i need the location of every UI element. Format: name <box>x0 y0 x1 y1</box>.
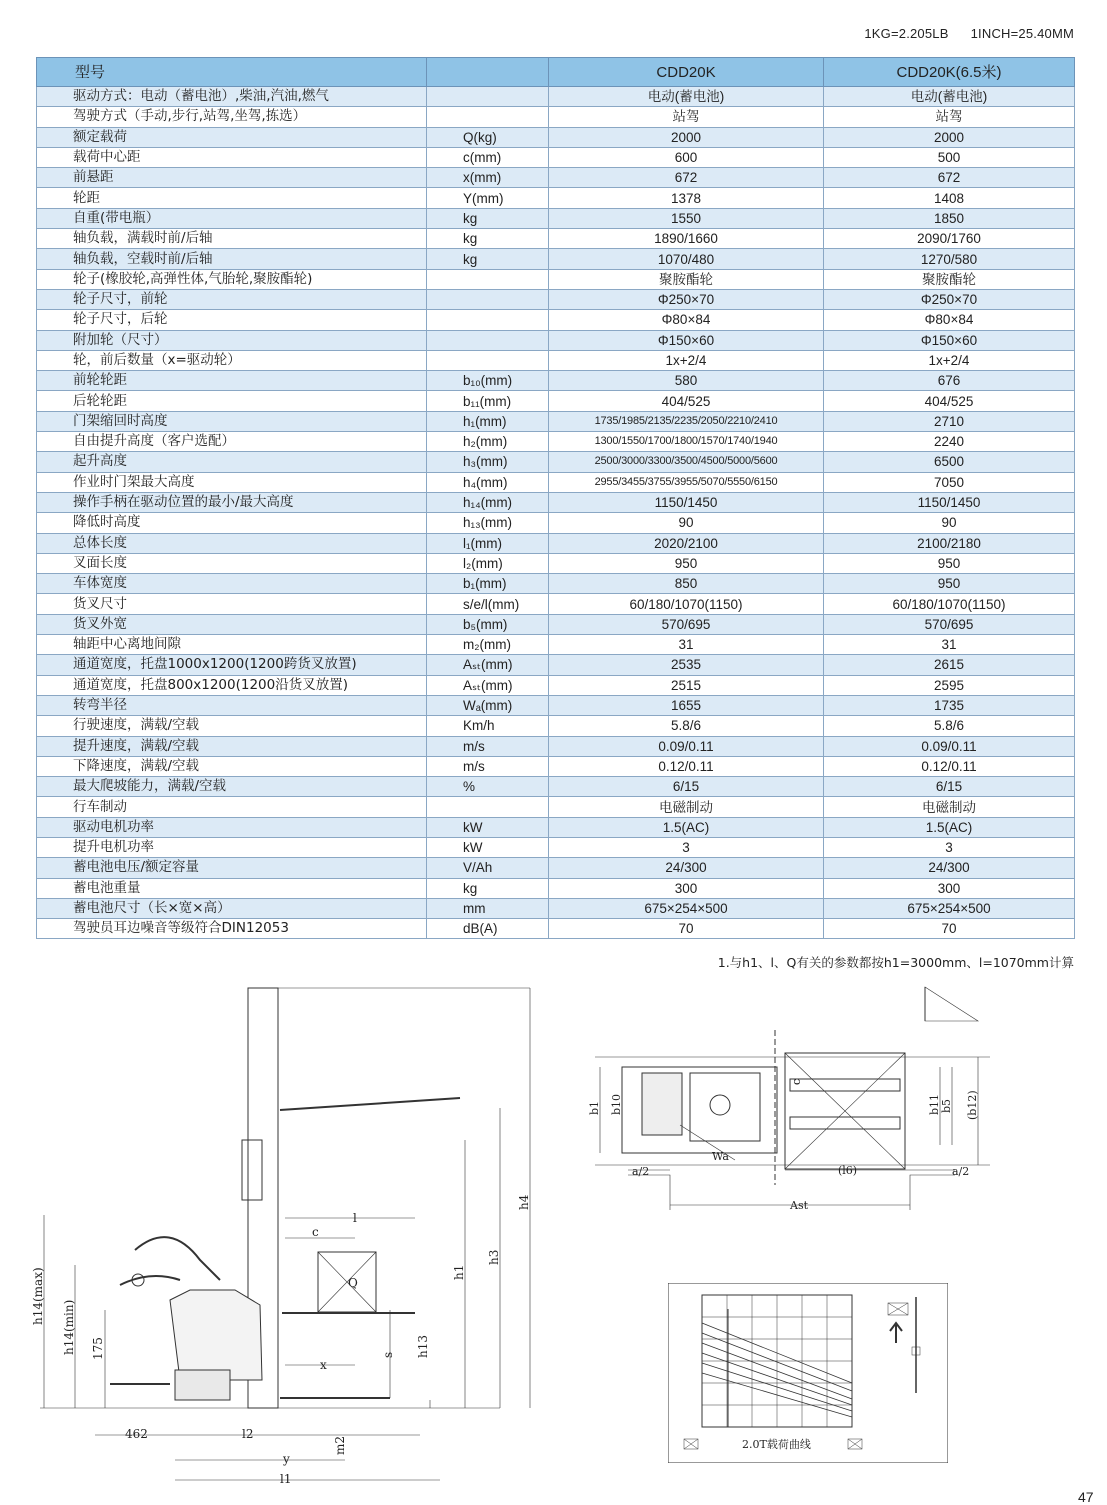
spec-value-cdd20k-65: 2595 <box>824 675 1075 695</box>
spec-value-cdd20k-65: Φ80×84 <box>824 310 1075 330</box>
label-l: l <box>353 1211 357 1225</box>
spec-value-cdd20k: 300 <box>549 878 824 898</box>
spec-unit: kW <box>427 817 549 837</box>
table-row <box>37 310 1075 330</box>
table-row <box>37 695 1075 715</box>
table-row <box>37 208 1075 228</box>
spec-value-cdd20k-65: 3 <box>824 837 1075 857</box>
label-h14-max: h14(max) <box>31 1267 45 1325</box>
spec-value-cdd20k: 2020/2100 <box>549 533 824 553</box>
spec-param: 起升高度 <box>37 452 427 472</box>
spec-value-cdd20k-65: 675×254×500 <box>824 898 1075 918</box>
spec-param: 提升电机功率 <box>37 837 427 857</box>
spec-value-cdd20k: 404/525 <box>549 391 824 411</box>
spec-value-cdd20k: 1.5(AC) <box>549 817 824 837</box>
table-row <box>37 371 1075 391</box>
table-row <box>37 878 1075 898</box>
spec-value-cdd20k-65: 500 <box>824 147 1075 167</box>
spec-value-cdd20k-65: 300 <box>824 878 1075 898</box>
label-175: 175 <box>91 1337 105 1360</box>
spec-value-cdd20k: 850 <box>549 574 824 594</box>
label-h3: h3 <box>487 1249 501 1265</box>
spec-unit <box>427 330 549 350</box>
spec-value-cdd20k: 90 <box>549 513 824 533</box>
spec-value-cdd20k: 5.8/6 <box>549 716 824 736</box>
top-view-drawing <box>580 975 1000 1215</box>
spec-unit: s/e/l(mm) <box>427 594 549 614</box>
spec-param: 自重(带电瓶） <box>37 208 427 228</box>
spec-param: 下降速度，满载/空载 <box>37 756 427 776</box>
spec-value-cdd20k: 1x+2/4 <box>549 350 824 370</box>
spec-param: 作业时门架最大高度 <box>37 472 427 492</box>
table-row <box>37 614 1075 634</box>
header-unit <box>427 58 549 87</box>
spec-param: 载荷中心距 <box>37 147 427 167</box>
table-row <box>37 87 1075 107</box>
spec-value-cdd20k: 2500/3000/3300/3500/4500/5000/5600 <box>549 452 824 472</box>
spec-unit <box>427 310 549 330</box>
spec-unit <box>427 87 549 107</box>
unit-conversion-note <box>700 26 1074 41</box>
spec-unit: kg <box>427 229 549 249</box>
spec-value-cdd20k: 1550 <box>549 208 824 228</box>
label-l6: (l6) <box>838 1164 858 1177</box>
spec-param: 驾驶方式（手动,步行,站驾,坐驾,拣选） <box>37 107 427 127</box>
spec-unit: h₂(mm) <box>427 432 549 452</box>
spec-value-cdd20k-65: 2100/2180 <box>824 533 1075 553</box>
spec-param: 驾驶员耳边噪音等级符合DIN12053 <box>37 919 427 939</box>
spec-value-cdd20k-65: 31 <box>824 635 1075 655</box>
spec-unit: Aₛₜ(mm) <box>427 655 549 675</box>
table-row <box>37 736 1075 756</box>
spec-param: 轮子尺寸，后轮 <box>37 310 427 330</box>
spec-value-cdd20k-65: 570/695 <box>824 614 1075 634</box>
spec-value-cdd20k-65: 2240 <box>824 432 1075 452</box>
table-row <box>37 330 1075 350</box>
spec-value-cdd20k-65: 电动(蓄电池) <box>824 87 1075 107</box>
spec-param: 通道宽度，托盘1000x1200(1200跨货叉放置) <box>37 655 427 675</box>
spec-value-cdd20k-65: 5.8/6 <box>824 716 1075 736</box>
spec-param: 操作手柄在驱动位置的最小/最大高度 <box>37 492 427 512</box>
spec-unit <box>427 107 549 127</box>
spec-value-cdd20k-65: 0.12/0.11 <box>824 756 1075 776</box>
spec-unit: V/Ah <box>427 858 549 878</box>
spec-value-cdd20k: 电磁制动 <box>549 797 824 817</box>
spec-value-cdd20k-65: 404/525 <box>824 391 1075 411</box>
spec-value-cdd20k: 0.12/0.11 <box>549 756 824 776</box>
spec-unit: m/s <box>427 756 549 776</box>
spec-unit: b₁(mm) <box>427 574 549 594</box>
spec-value-cdd20k-65: 90 <box>824 513 1075 533</box>
spec-param: 货叉尺寸 <box>37 594 427 614</box>
spec-value-cdd20k: 1655 <box>549 695 824 715</box>
spec-value-cdd20k: 2515 <box>549 675 824 695</box>
spec-value-cdd20k-65: 0.09/0.11 <box>824 736 1075 756</box>
spec-unit: l₂(mm) <box>427 553 549 573</box>
header-cdd20k-65: CDD20K(6.5米) <box>824 58 1075 87</box>
table-row <box>37 553 1075 573</box>
header-model: 型号 <box>37 58 427 87</box>
table-row <box>37 756 1075 776</box>
label-c-top: c <box>790 1078 803 1085</box>
table-row <box>37 655 1075 675</box>
spec-value-cdd20k-65: 2710 <box>824 411 1075 431</box>
spec-value-cdd20k-65: Φ150×60 <box>824 330 1075 350</box>
footnote: 1.与h1、l、Q有关的参数都按h1=3000mm、l=1070mm计算 <box>717 955 1074 970</box>
table-row <box>37 594 1075 614</box>
spec-unit: Wₐ(mm) <box>427 695 549 715</box>
spec-unit: Aₛₜ(mm) <box>427 675 549 695</box>
spec-param: 提升速度，满载/空载 <box>37 736 427 756</box>
table-row <box>37 533 1075 553</box>
table-row <box>37 432 1075 452</box>
label-s: s <box>381 1351 395 1358</box>
table-row <box>37 635 1075 655</box>
spec-param: 行车制动 <box>37 797 427 817</box>
label-h4: h4 <box>517 1194 531 1210</box>
label-462: 462 <box>125 1427 148 1441</box>
spec-unit: m₂(mm) <box>427 635 549 655</box>
spec-unit: h₁(mm) <box>427 411 549 431</box>
spec-value-cdd20k: 1890/1660 <box>549 229 824 249</box>
spec-unit: kW <box>427 837 549 857</box>
spec-param: 轮距 <box>37 188 427 208</box>
label-h13: h13 <box>416 1335 430 1358</box>
table-row <box>37 492 1075 512</box>
spec-value-cdd20k: 聚胺酯轮 <box>549 269 824 289</box>
spec-param: 蓄电池电压/额定容量 <box>37 858 427 878</box>
spec-value-cdd20k-65: 2615 <box>824 655 1075 675</box>
label-y: y <box>283 1452 290 1466</box>
label-h1: h1 <box>452 1264 466 1280</box>
spec-value-cdd20k: 1150/1450 <box>549 492 824 512</box>
unit-kg-lb: 1KG=2.205LB <box>864 26 949 41</box>
spec-unit: c(mm) <box>427 147 549 167</box>
header-cdd20k: CDD20K <box>549 58 824 87</box>
spec-value-cdd20k-65: 1850 <box>824 208 1075 228</box>
label-h14-min: h14(min) <box>62 1299 76 1355</box>
spec-value-cdd20k: 1735/1985/2135/2235/2050/2210/2410 <box>549 411 824 431</box>
load-curve-caption: 2.0T载荷曲线 <box>742 1438 811 1451</box>
table-row <box>37 837 1075 857</box>
label-l1: l1 <box>280 1472 292 1486</box>
spec-value-cdd20k: 3 <box>549 837 824 857</box>
spec-value-cdd20k-65: 6500 <box>824 452 1075 472</box>
spec-param: 蓄电池重量 <box>37 878 427 898</box>
spec-param: 轮，前后数量（x=驱动轮） <box>37 350 427 370</box>
table-row <box>37 716 1075 736</box>
spec-value-cdd20k: 672 <box>549 168 824 188</box>
spec-unit: l₁(mm) <box>427 533 549 553</box>
spec-param: 轴负载，空载时前/后轴 <box>37 249 427 269</box>
spec-unit: h₁₃(mm) <box>427 513 549 533</box>
spec-param: 轮子(橡胶轮,高弹性体,气胎轮,聚胺酯轮) <box>37 269 427 289</box>
spec-unit: Q(kg) <box>427 127 549 147</box>
table-row <box>37 269 1075 289</box>
spec-value-cdd20k: 2535 <box>549 655 824 675</box>
spec-value-cdd20k: Φ150×60 <box>549 330 824 350</box>
spec-value-cdd20k: 6/15 <box>549 777 824 797</box>
spec-unit: h₃(mm) <box>427 452 549 472</box>
label-m2: m2 <box>333 1435 347 1455</box>
spec-value-cdd20k: 31 <box>549 635 824 655</box>
spec-param: 车体宽度 <box>37 574 427 594</box>
spec-value-cdd20k: 570/695 <box>549 614 824 634</box>
table-row <box>37 817 1075 837</box>
spec-value-cdd20k-65: 950 <box>824 574 1075 594</box>
spec-value-cdd20k: 1300/1550/1700/1800/1570/1740/1940 <box>549 432 824 452</box>
page-number: 47 <box>1078 1489 1094 1505</box>
spec-unit: kg <box>427 208 549 228</box>
table-row <box>37 127 1075 147</box>
table-row <box>37 574 1075 594</box>
spec-value-cdd20k: 0.09/0.11 <box>549 736 824 756</box>
label-q: Q <box>348 1276 358 1290</box>
spec-unit: kg <box>427 878 549 898</box>
spec-unit: dB(A) <box>427 919 549 939</box>
spec-unit: b₁₁(mm) <box>427 391 549 411</box>
label-a2-left: a/2 <box>632 1165 650 1178</box>
table-row <box>37 452 1075 472</box>
spec-value-cdd20k-65: 1150/1450 <box>824 492 1075 512</box>
side-view-drawing <box>30 980 550 1490</box>
spec-param: 自由提升高度（客户选配） <box>37 432 427 452</box>
spec-value-cdd20k-65: 1735 <box>824 695 1075 715</box>
spec-param: 后轮轮距 <box>37 391 427 411</box>
spec-unit: h₄(mm) <box>427 472 549 492</box>
spec-value-cdd20k-65: 24/300 <box>824 858 1075 878</box>
spec-value-cdd20k: 580 <box>549 371 824 391</box>
label-c: c <box>312 1225 319 1239</box>
spec-value-cdd20k-65: 950 <box>824 553 1075 573</box>
table-row <box>37 797 1075 817</box>
spec-unit <box>427 269 549 289</box>
spec-param: 叉面长度 <box>37 553 427 573</box>
spec-param: 额定载荷 <box>37 127 427 147</box>
label-ast: Ast <box>790 1199 809 1212</box>
spec-param: 转弯半径 <box>37 695 427 715</box>
spec-param: 行驶速度，满载/空载 <box>37 716 427 736</box>
spec-unit <box>427 350 549 370</box>
spec-value-cdd20k: 2955/3455/3755/3955/5070/5550/6150 <box>549 472 824 492</box>
unit-inch-mm: 1INCH=25.40MM <box>970 26 1074 41</box>
table-row <box>37 513 1075 533</box>
spec-param: 货叉外宽 <box>37 614 427 634</box>
table-row <box>37 858 1075 878</box>
spec-value-cdd20k-65: 1270/580 <box>824 249 1075 269</box>
spec-unit: x(mm) <box>427 168 549 188</box>
spec-value-cdd20k: 2000 <box>549 127 824 147</box>
table-row <box>37 675 1075 695</box>
label-b11: b11 <box>928 1093 941 1115</box>
spec-value-cdd20k: Φ80×84 <box>549 310 824 330</box>
spec-value-cdd20k-65: 2090/1760 <box>824 229 1075 249</box>
spec-value-cdd20k-65: 70 <box>824 919 1075 939</box>
spec-value-cdd20k: 70 <box>549 919 824 939</box>
label-b12: (b12) <box>966 1090 979 1120</box>
label-b5: b5 <box>940 1098 953 1113</box>
spec-param: 通道宽度，托盘800x1200(1200沿货叉放置) <box>37 675 427 695</box>
label-b1: b1 <box>588 1100 601 1115</box>
spec-unit: b₅(mm) <box>427 614 549 634</box>
label-a2-right: a/2 <box>952 1165 970 1178</box>
spec-unit: b₁₀(mm) <box>427 371 549 391</box>
table-row <box>37 472 1075 492</box>
table-row <box>37 107 1075 127</box>
spec-value-cdd20k-65: 1408 <box>824 188 1075 208</box>
spec-value-cdd20k: 24/300 <box>549 858 824 878</box>
spec-value-cdd20k: 60/180/1070(1150) <box>549 594 824 614</box>
label-wa: Wa <box>712 1150 729 1163</box>
table-row <box>37 188 1075 208</box>
spec-table-header <box>37 58 1075 87</box>
spec-unit: m/s <box>427 736 549 756</box>
spec-value-cdd20k-65: Φ250×70 <box>824 289 1075 309</box>
table-row <box>37 289 1075 309</box>
spec-value-cdd20k: 1378 <box>549 188 824 208</box>
spec-value-cdd20k: 电动(蓄电池) <box>549 87 824 107</box>
spec-param: 驱动电机功率 <box>37 817 427 837</box>
spec-unit: Km/h <box>427 716 549 736</box>
table-row <box>37 777 1075 797</box>
spec-param: 轴距中心离地间隙 <box>37 635 427 655</box>
table-row <box>37 147 1075 167</box>
spec-value-cdd20k-65: 672 <box>824 168 1075 188</box>
table-row <box>37 391 1075 411</box>
spec-param: 驱动方式：电动（蓄电池）,柴油,汽油,燃气 <box>37 87 427 107</box>
spec-param: 门架缩回时高度 <box>37 411 427 431</box>
spec-value-cdd20k-65: 6/15 <box>824 777 1075 797</box>
label-b10: b10 <box>610 1093 623 1115</box>
spec-value-cdd20k-65: 聚胺酯轮 <box>824 269 1075 289</box>
spec-value-cdd20k: 675×254×500 <box>549 898 824 918</box>
table-row <box>37 898 1075 918</box>
table-row <box>37 168 1075 188</box>
spec-param: 附加轮（尺寸） <box>37 330 427 350</box>
spec-unit <box>427 797 549 817</box>
spec-unit: Y(mm) <box>427 188 549 208</box>
table-row <box>37 411 1075 431</box>
spec-value-cdd20k: 站驾 <box>549 107 824 127</box>
spec-table <box>36 57 1075 939</box>
spec-param: 前轮轮距 <box>37 371 427 391</box>
load-curve-chart <box>668 1283 948 1463</box>
spec-value-cdd20k: 600 <box>549 147 824 167</box>
spec-value-cdd20k-65: 7050 <box>824 472 1075 492</box>
spec-value-cdd20k-65: 60/180/1070(1150) <box>824 594 1075 614</box>
spec-value-cdd20k-65: 1x+2/4 <box>824 350 1075 370</box>
spec-unit: kg <box>427 249 549 269</box>
spec-param: 轴负载，满载时前/后轴 <box>37 229 427 249</box>
spec-value-cdd20k: Φ250×70 <box>549 289 824 309</box>
table-row <box>37 249 1075 269</box>
spec-param: 前悬距 <box>37 168 427 188</box>
spec-value-cdd20k-65: 电磁制动 <box>824 797 1075 817</box>
spec-value-cdd20k: 950 <box>549 553 824 573</box>
spec-value-cdd20k-65: 站驾 <box>824 107 1075 127</box>
spec-unit: h₁₄(mm) <box>427 492 549 512</box>
spec-value-cdd20k-65: 2000 <box>824 127 1075 147</box>
spec-value-cdd20k-65: 1.5(AC) <box>824 817 1075 837</box>
spec-unit: mm <box>427 898 549 918</box>
table-row <box>37 919 1075 939</box>
label-l2: l2 <box>242 1427 254 1441</box>
spec-param: 总体长度 <box>37 533 427 553</box>
spec-param: 蓄电池尺寸（长×宽×高） <box>37 898 427 918</box>
table-row <box>37 350 1075 370</box>
spec-param: 降低时高度 <box>37 513 427 533</box>
table-row <box>37 229 1075 249</box>
spec-param: 轮子尺寸，前轮 <box>37 289 427 309</box>
label-x: x <box>320 1358 327 1372</box>
spec-param: 最大爬坡能力，满载/空载 <box>37 777 427 797</box>
spec-unit <box>427 289 549 309</box>
spec-value-cdd20k: 1070/480 <box>549 249 824 269</box>
spec-value-cdd20k-65: 676 <box>824 371 1075 391</box>
spec-unit: % <box>427 777 549 797</box>
